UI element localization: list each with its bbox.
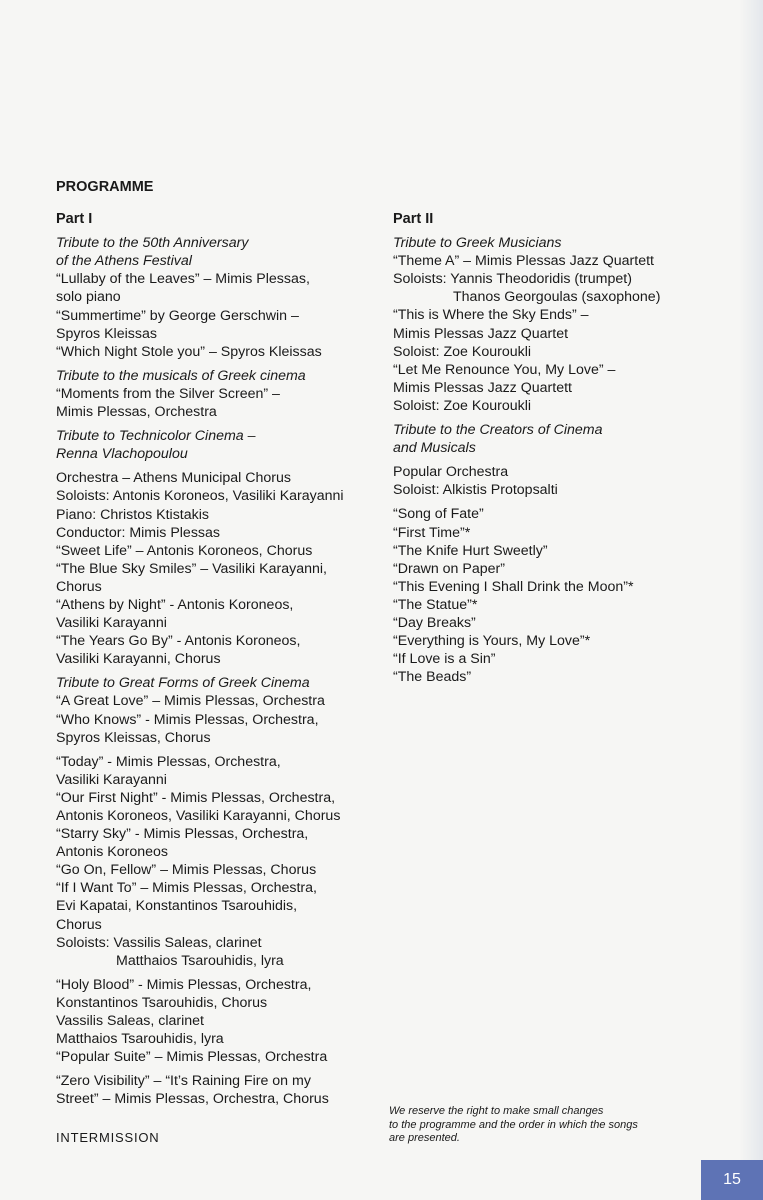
page-number: 15: [701, 1160, 763, 1200]
programme-group: [56, 469, 386, 668]
programme-line: Mimis Plessas Jazz Quartet: [393, 325, 569, 342]
programme-line: “The Beads”: [393, 669, 472, 686]
programme-group: [56, 976, 386, 1066]
section-title: Renna Vlachopoulou: [56, 446, 188, 463]
part-two-title: Part II: [393, 211, 434, 227]
programme-group: [393, 234, 713, 415]
part-two-programme-list: [393, 234, 713, 686]
notice-line: to the programme and the order in which the songs: [389, 1118, 638, 1131]
programme-line: “Today” - Mimis Plessas, Orchestra,: [56, 753, 281, 770]
programme-line: Vasiliki Karayanni, Chorus: [56, 651, 221, 668]
programme-line: Soloist: Zoe Kouroukli: [393, 343, 532, 360]
programme-line: Chorus: [56, 916, 102, 933]
intermission-label: INTERMISSION: [56, 1130, 160, 1145]
programme-line: Soloists: Vassilis Saleas, clarinet: [56, 934, 262, 951]
programme-line: Vassilis Saleas, clarinet: [56, 1013, 204, 1030]
programme-group: [393, 421, 713, 457]
programme-line: Soloists: Antonis Koroneos, Vasiliki Karayanni: [56, 488, 344, 505]
programme-line: Conductor: Mimis Plessas: [56, 524, 220, 541]
part-one-column: [56, 178, 386, 1109]
programme-line: solo piano: [56, 289, 121, 306]
programme-group: [56, 674, 386, 746]
programme-line: “Let Me Renounce You, My Love” –: [393, 361, 616, 378]
section-title: Tribute to the 50th Anniversary: [56, 235, 249, 252]
programme-line: “Theme A” – Mimis Plessas Jazz Quartett: [393, 253, 654, 270]
part-two-column: [393, 210, 713, 686]
programme-group: [56, 367, 386, 421]
programme-line: “If I Want To” – Mimis Plessas, Orchestra,: [56, 880, 317, 897]
part-one-title: Part I: [56, 211, 93, 228]
programme-line: “The Statue”*: [393, 596, 478, 613]
programme-line: Konstantinos Tsarouhidis, Chorus: [56, 994, 268, 1011]
programme-group: [56, 1072, 386, 1108]
programme-line: Soloists: Yannis Theodoridis (trumpet): [393, 271, 632, 288]
programme-line: “Our First Night” - Mimis Plessas, Orchestra,: [56, 789, 336, 806]
programme-group: [56, 234, 386, 361]
programme-line: Thanos Georgoulas (saxophone): [453, 289, 661, 306]
programme-line: Matthaios Tsarouhidis, lyra: [56, 1031, 224, 1048]
programme-line: “This Evening I Shall Drink the Moon”*: [393, 578, 634, 595]
programme-line: Chorus: [56, 578, 102, 595]
programme-line: “The Blue Sky Smiles” – Vasiliki Karayanni,: [56, 560, 327, 577]
programme-line: Street” – Mimis Plessas, Orchestra, Chorus: [56, 1091, 329, 1108]
programme-group: [393, 463, 713, 499]
programme-line: “Everything is Yours, My Love”*: [393, 633, 591, 650]
programme-line: “The Knife Hurt Sweetly”: [393, 542, 548, 559]
programme-line: “Popular Suite” – Mimis Plessas, Orchestra: [56, 1049, 328, 1066]
programme-line: Vasiliki Karayanni: [56, 615, 167, 632]
section-title: Tribute to the musicals of Greek cinema: [56, 367, 306, 384]
programme-line: “Drawn on Paper”: [393, 560, 505, 577]
programme-line: Evi Kapatai, Konstantinos Tsarouhidis,: [56, 898, 298, 915]
notice-line: We reserve the right to make small changes: [389, 1105, 604, 1117]
programme-line: “A Great Love” – Mimis Plessas, Orchestra: [56, 693, 325, 710]
programme-line: “Holy Blood” - Mimis Plessas, Orchestra,: [56, 976, 312, 993]
programme-line: Orchestra – Athens Municipal Chorus: [56, 470, 291, 487]
programme-line: Piano: Christos Ktistakis: [56, 506, 209, 523]
page-edge-shade: [739, 0, 763, 1160]
part-one-programme-list: [56, 234, 386, 1108]
section-title: Tribute to the Creators of Cinema: [393, 422, 603, 439]
programme-line: “First Time”*: [393, 524, 471, 541]
programme-line: “Moments from the Silver Screen” –: [56, 385, 280, 402]
programme-line: “Summertime” by George Gerschwin –: [56, 307, 299, 324]
section-title: Tribute to Technicolor Cinema –: [56, 428, 256, 445]
programme-line: “If Love is a Sin”: [393, 651, 496, 668]
programme-title: PROGRAMME: [56, 179, 154, 195]
section-title: Tribute to Greek Musicians: [393, 235, 562, 252]
programme-group: [56, 427, 386, 463]
programme-line: “Athens by Night” - Antonis Koroneos,: [56, 596, 294, 613]
programme-group: [393, 505, 713, 686]
programme-line: Popular Orchestra: [393, 464, 509, 481]
programme-line: Mimis Plessas Jazz Quartett: [393, 379, 572, 396]
programme-line: “Go On, Fellow” – Mimis Plessas, Chorus: [56, 862, 317, 879]
programme-line: Antonis Koroneos, Vasiliki Karayanni, Chorus: [56, 808, 341, 824]
programme-line: Spyros Kleissas, Chorus: [56, 729, 211, 746]
programme-line: “Sweet Life” – Antonis Koroneos, Chorus: [56, 542, 313, 559]
programme-line: Matthaios Tsarouhidis, lyra: [116, 952, 284, 969]
programme-line: “The Years Go By” - Antonis Koroneos,: [56, 633, 301, 650]
programme-line: “This is Where the Sky Ends” –: [393, 307, 589, 324]
section-title: Tribute to Great Forms of Greek Cinema: [56, 675, 310, 692]
programme-line: Vasiliki Karayanni: [56, 771, 167, 788]
programme-line: Spyros Kleissas: [56, 325, 157, 342]
section-title: of the Athens Festival: [56, 253, 192, 270]
programme-line: “Lullaby of the Leaves” – Mimis Plessas,: [56, 271, 310, 288]
programme-line: “Song of Fate”: [393, 506, 484, 523]
programme-line: “Who Knows” - Mimis Plessas, Orchestra,: [56, 711, 319, 728]
section-title: and Musicals: [393, 440, 476, 457]
programme-line: Antonis Koroneos: [56, 844, 168, 861]
programme-line: “Which Night Stole you” – Spyros Kleissas: [56, 343, 322, 360]
programme-line: “Starry Sky” - Mimis Plessas, Orchestra,: [56, 826, 309, 843]
programme-line: Soloist: Alkistis Protopsalti: [393, 482, 558, 499]
programme-line: “Zero Visibility” – “It’s Raining Fire on my: [56, 1073, 311, 1090]
programme-line: “Day Breaks”: [393, 614, 476, 631]
notice-line: are presented.: [389, 1132, 460, 1144]
programme-line: Mimis Plessas, Orchestra: [56, 404, 217, 421]
programme-group: [56, 753, 386, 970]
programme-line: Soloist: Zoe Kouroukli: [393, 397, 532, 414]
changes-notice: [389, 1105, 689, 1146]
